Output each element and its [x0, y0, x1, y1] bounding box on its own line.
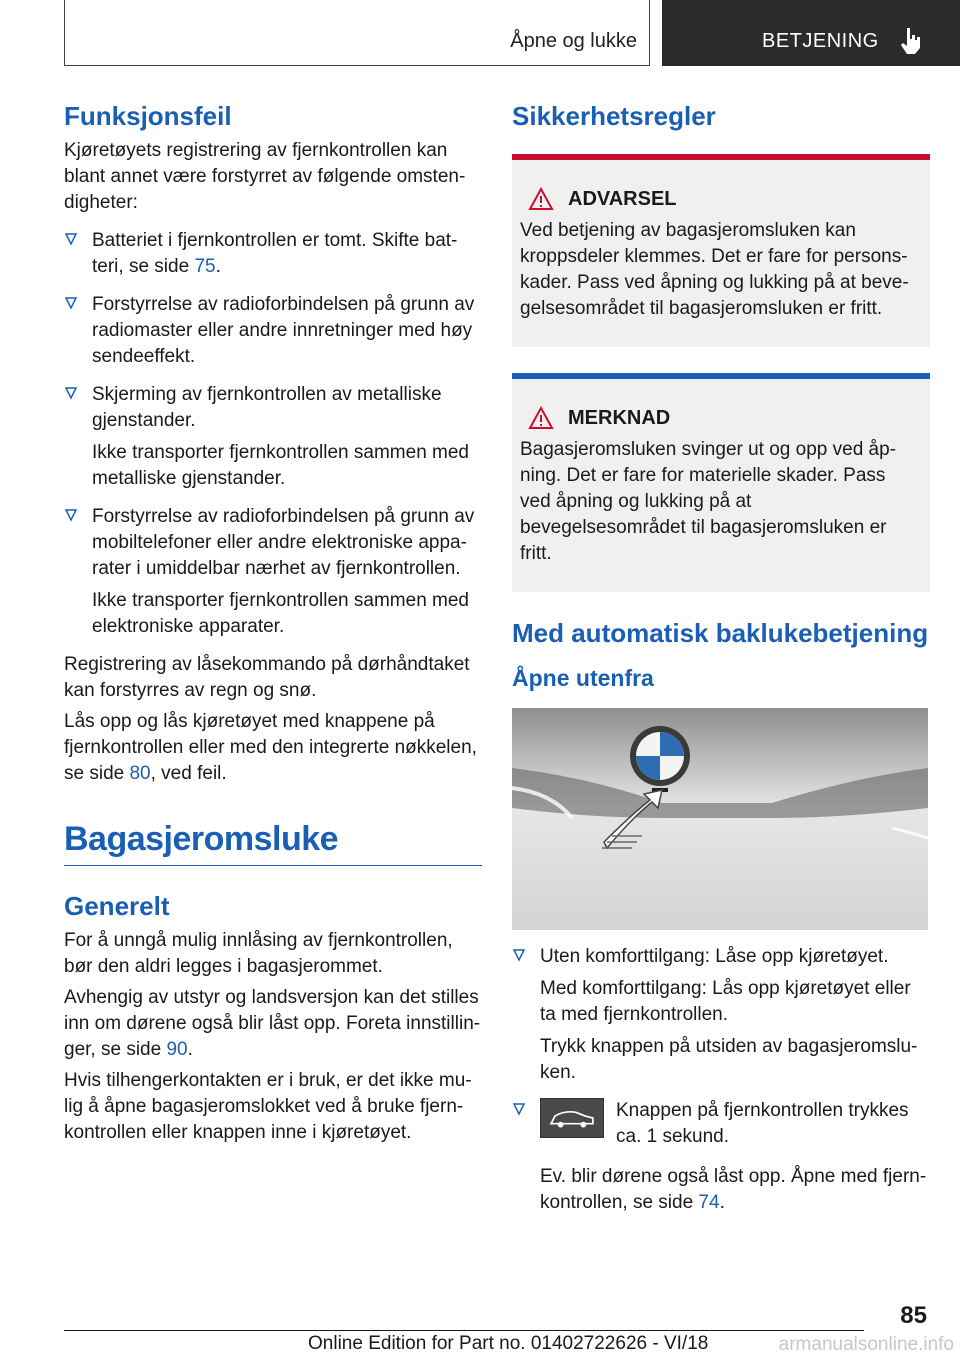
notice-label: MERKNAD [568, 407, 671, 429]
hand-pointer-icon [898, 26, 924, 56]
list-item-text: Batteriet i fjernkontrollen er tomt. Skifte bat-teri, se side 75. [92, 230, 458, 277]
warning-triangle-icon [528, 187, 554, 211]
page-link[interactable]: 90 [166, 1039, 188, 1060]
watermark: armanualsonline.info [778, 1334, 954, 1355]
triangle-bullet-icon [64, 386, 78, 402]
list-item-extra: Trykk knappen på utsiden av bagasjeromslu-ken. [540, 1036, 918, 1083]
list-item-extra: Med komforttilgang: Lås opp kjøretøyet eller ta med fjernkontrollen. [540, 978, 911, 1025]
warning-header [520, 186, 920, 212]
remote-button-row [540, 1098, 930, 1156]
funksjonsfeil-para-1: Registrering av låsekommando på dørhåndtaket kan forstyrres av regn og snø. [64, 654, 470, 701]
warning-box [512, 154, 930, 347]
triangle-bullet-icon [64, 296, 78, 312]
list-item-text: Uten komforttilgang: Låse opp kjøretøyet. [540, 946, 889, 967]
list-item-text: Skjerming av fjernkontrollen av metalliske gjenstander. [92, 384, 442, 431]
generelt-para-1: For å unngå mulig innlåsing av fjernkontrollen, bør den aldri legges i bagasjerommet. [64, 930, 453, 977]
car-tailgate-button-icon [540, 1098, 604, 1138]
list-item [64, 504, 482, 640]
header-section-title: Åpne og lukke [510, 30, 637, 52]
notice-header [520, 405, 920, 431]
notice-box [512, 373, 930, 592]
triangle-bullet-icon [512, 948, 526, 964]
funksjonsfeil-list [64, 228, 482, 640]
list-item [64, 382, 482, 492]
sikkerhetsregler-heading: Sikkerhetsregler [512, 101, 716, 131]
list-item-extra: Ev. blir dørene også låst opp. Åpne med fjern-kontrollen, se side 74. [540, 1166, 927, 1213]
funksjonsfeil-heading: Funksjonsfeil [64, 101, 232, 131]
bagasjeromsluke-heading: Bagasjeromsluke [64, 817, 482, 866]
funksjonsfeil-intro: Kjøretøyets registrering av fjernkontrollen kan blant annet være forstyrret av følgende omsten-digheter: [64, 140, 466, 213]
footer-edition: Online Edition for Part no. 01402722626 - VI/18 [308, 1333, 709, 1354]
warning-label: ADVARSEL [568, 188, 677, 210]
triangle-bullet-icon [512, 1102, 526, 1118]
triangle-bullet-icon [64, 508, 78, 524]
list-item [64, 292, 482, 370]
apne-utenfra-heading: Åpne utenfra [512, 665, 654, 691]
list-item-text: Knappen på fjernkontrollen trykkes ca. 1 sekund. [616, 1100, 909, 1147]
page-link[interactable]: 74 [698, 1192, 720, 1213]
header-section-box [64, 0, 650, 66]
list-item-text: Forstyrrelse av radioforbindelsen på grunn av mobiltelefoner eller andre elektroniske appa-rater i umiddelbar nærhet av fjernkontrollen. [92, 506, 475, 579]
right-column [512, 100, 930, 1228]
list-item [512, 1098, 930, 1216]
page-link[interactable]: 75 [194, 256, 216, 277]
warning-triangle-icon [528, 406, 554, 430]
list-item [512, 944, 930, 1086]
page-link[interactable]: 80 [129, 763, 151, 784]
generelt-para-3: Hvis tilhengerkontakten er i bruk, er det ikke mu-lig å åpne bagasjeromslokket ved å bruke fjern-kontrollen eller knappen inne i kjøretøyet. [64, 1070, 472, 1143]
header-chapter-box [662, 0, 960, 66]
triangle-bullet-icon [64, 232, 78, 248]
generelt-para-2: Avhengig av utstyr og landsversjon kan det stilles inn om dørene også blir låst opp. Foreta innstillin-ger, se side 90. [64, 987, 481, 1060]
utenfra-list [512, 944, 930, 1216]
tailgate-button-photo [512, 708, 928, 930]
page-number: 85 [900, 1302, 927, 1329]
funksjonsfeil-para-2: Lås opp og lås kjøretøyet med knappene på fjernkontrollen eller med den integrerte nøkkelen, se side 80, ved feil. [64, 711, 477, 784]
list-item [64, 228, 482, 280]
automatisk-heading: Med automatisk baklukebetjening [512, 618, 929, 648]
left-column [64, 100, 482, 1151]
notice-text: Bagasjeromsluken svinger ut og opp ved åp-ning. Det er fare for materielle skader. Pass ved åpning og lukking på at bevegelsesområdet til bagasjeromsluken er fritt. [520, 439, 897, 564]
generelt-heading: Generelt [64, 891, 170, 921]
footer-divider [64, 1330, 864, 1331]
list-item-extra: Ikke transporter fjernkontrollen sammen med metalliske gjenstander. [92, 442, 469, 489]
list-item-text: Forstyrrelse av radioforbindelsen på grunn av radiomaster eller andre innretninger med høy sendeeffekt. [92, 294, 475, 367]
list-item-extra: Ikke transporter fjernkontrollen sammen med elektroniske apparater. [92, 590, 469, 637]
header-chapter-title: BETJENING [762, 30, 879, 52]
warning-text: Ved betjening av bagasjeromsluken kan kroppsdeler klemmes. Det er fare for persons-kader. Pass ved åpning og lukking på at beve-gelsesområdet til bagasjeromsluken er fritt. [520, 220, 909, 319]
